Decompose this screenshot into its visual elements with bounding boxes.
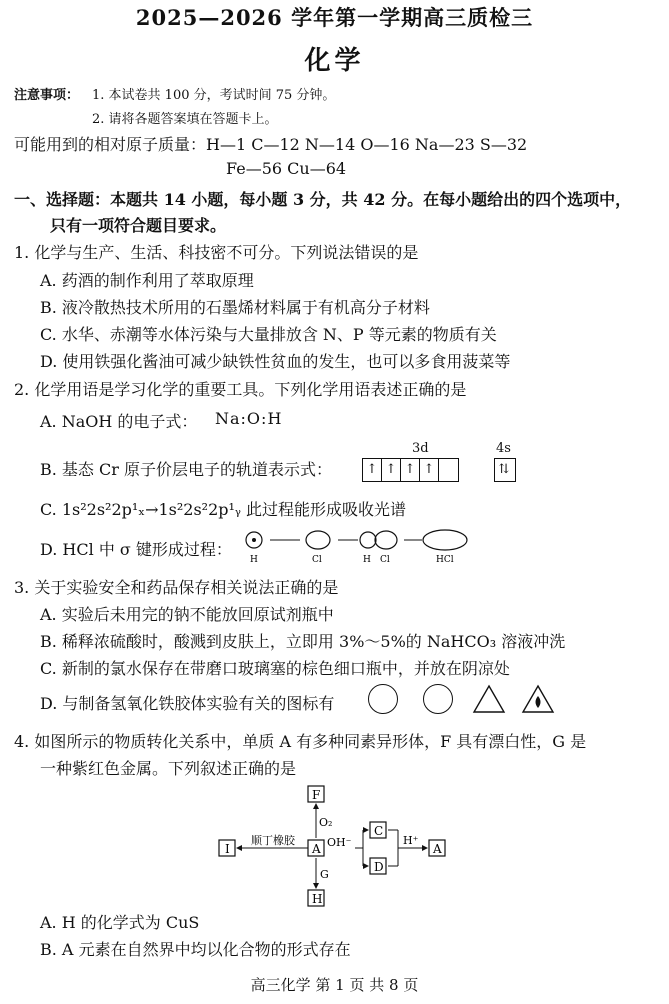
orbital-box: ↑ — [363, 459, 382, 481]
orbital-4s-label: 4s — [496, 441, 511, 456]
label-h: H — [312, 892, 323, 906]
label-i: I — [225, 842, 230, 856]
safety-icons — [368, 684, 555, 714]
q1-option-d: D. 使用铁强化酱油可减少缺铁性贫血的发生，也可以多食用菠菜等 — [40, 352, 511, 371]
label: H — [363, 555, 371, 565]
q3-option-c: C. 新制的氯水保存在带磨口玻璃塞的棕色细口瓶中，并放在阴凉处 — [40, 659, 510, 678]
atomic-mass-line2: Fe—56 Cu—64 — [226, 159, 347, 178]
q2-stem: 2. 化学用语是学习化学的重要工具。下列化学用语表述正确的是 — [14, 380, 467, 399]
q4-option-a: A. H 的化学式为 CuS — [40, 913, 200, 932]
note-2: 2. 请将各题答案填在答题卡上。 — [92, 112, 278, 127]
q3-option-b: B. 稀释浓硫酸时，酸溅到皮肤上，立即用 3%～5%的 NaHCO₃ 溶液冲洗 — [40, 632, 566, 651]
q1-option-c: C. 水华、赤潮等水体污染与大量排放含 N、P 等元素的物质有关 — [40, 325, 497, 344]
orbital-box: ⇅ — [498, 462, 510, 477]
hot-surface-icon — [472, 684, 506, 714]
label: HCl — [436, 555, 454, 565]
label-a: A — [312, 842, 321, 856]
label: H — [250, 555, 258, 565]
label-c: C — [374, 824, 384, 838]
section1-heading-2: 只有一项符合题目要求。 — [50, 216, 227, 235]
orbital-box: ↑ — [401, 459, 420, 481]
q1-option-b: B. 液冷散热技术所用的石墨烯材料属于有机高分子材料 — [40, 298, 430, 317]
q2-option-b: B. 基态 Cr 原子价层电子的轨道表示式： — [40, 460, 332, 479]
cl-orbital — [306, 531, 330, 549]
naoh-electron-formula: Na:O:H — [215, 409, 283, 428]
q2-option-a: A. NaOH 的电子式： — [40, 412, 198, 431]
orbital-box — [439, 459, 457, 481]
subject-title: 化学 — [304, 46, 365, 76]
label-f: F — [312, 788, 321, 802]
label-h-plus: H⁺ — [403, 834, 419, 847]
q1-option-a: A. 药酒的制作利用了萃取原理 — [40, 271, 254, 290]
conversion-diagram — [215, 782, 455, 910]
q3-stem: 3. 关于实验安全和药品保存相关说法正确的是 — [14, 578, 339, 597]
orbital-box: ↑ — [420, 459, 439, 481]
q4-stem-2: 一种紫红色金属。下列叙述正确的是 — [40, 759, 297, 778]
q2-option-c: C. 1s²2s²2p¹ₓ→1s²2s²2p¹ᵧ 此过程能形成吸收光谱 — [40, 500, 407, 519]
q1-stem: 1. 化学与生产、生活、科技密不可分。下列说法错误的是 — [14, 243, 419, 262]
q2-option-d: D. HCl 中 σ 键形成过程： — [40, 540, 232, 559]
orbital-3d-label: 3d — [412, 441, 429, 456]
label-oh: OH⁻ — [327, 836, 352, 849]
atomic-mass-line1: 可能用到的相对原子质量：H—1 C—12 N—14 O—16 Na—23 S—32 — [14, 135, 528, 154]
exam-title: 2025—2026 学年第一学期高三质检三 — [135, 5, 534, 30]
q4-option-b: B. A 元素在自然界中均以化合物的形式存在 — [40, 940, 351, 959]
label-reagent: 顺丁橡胶 — [251, 834, 295, 847]
orbital-3d-boxes — [362, 458, 459, 482]
q3-option-d: D. 与制备氢氧化铁胶体实验有关的图标有 — [40, 694, 335, 713]
note-1: 1. 本试卷共 100 分，考试时间 75 分钟。 — [92, 88, 336, 103]
orbital-box: ↑ — [382, 459, 401, 481]
label: Cl — [380, 555, 390, 565]
sigma-bond-diagram — [240, 522, 470, 568]
goggles-icon — [368, 684, 398, 714]
section1-heading: 一、选择题：本题共 14 小题，每小题 3 分，共 42 分。在每小题给出的四个选项中， — [14, 190, 632, 209]
label-o2: O₂ — [319, 816, 333, 829]
label-d: D — [374, 860, 384, 874]
label: Cl — [312, 555, 322, 565]
label-a-right: A — [433, 842, 442, 856]
flame-icon — [521, 684, 555, 714]
q4-stem: 4. 如图所示的物质转化关系中，单质 A 有多种同素异形体，F 具有漂白性，G 是 — [14, 732, 587, 751]
orbital-4s-box — [494, 458, 516, 482]
q3-option-a: A. 实验后未用完的钠不能放回原试剂瓶中 — [40, 605, 334, 624]
label-g: G — [320, 868, 329, 881]
page-footer: 高三化学 第 1 页 共 8 页 — [250, 976, 419, 994]
notes-label: 注意事项： — [14, 88, 80, 103]
hand-wash-icon — [423, 684, 453, 714]
